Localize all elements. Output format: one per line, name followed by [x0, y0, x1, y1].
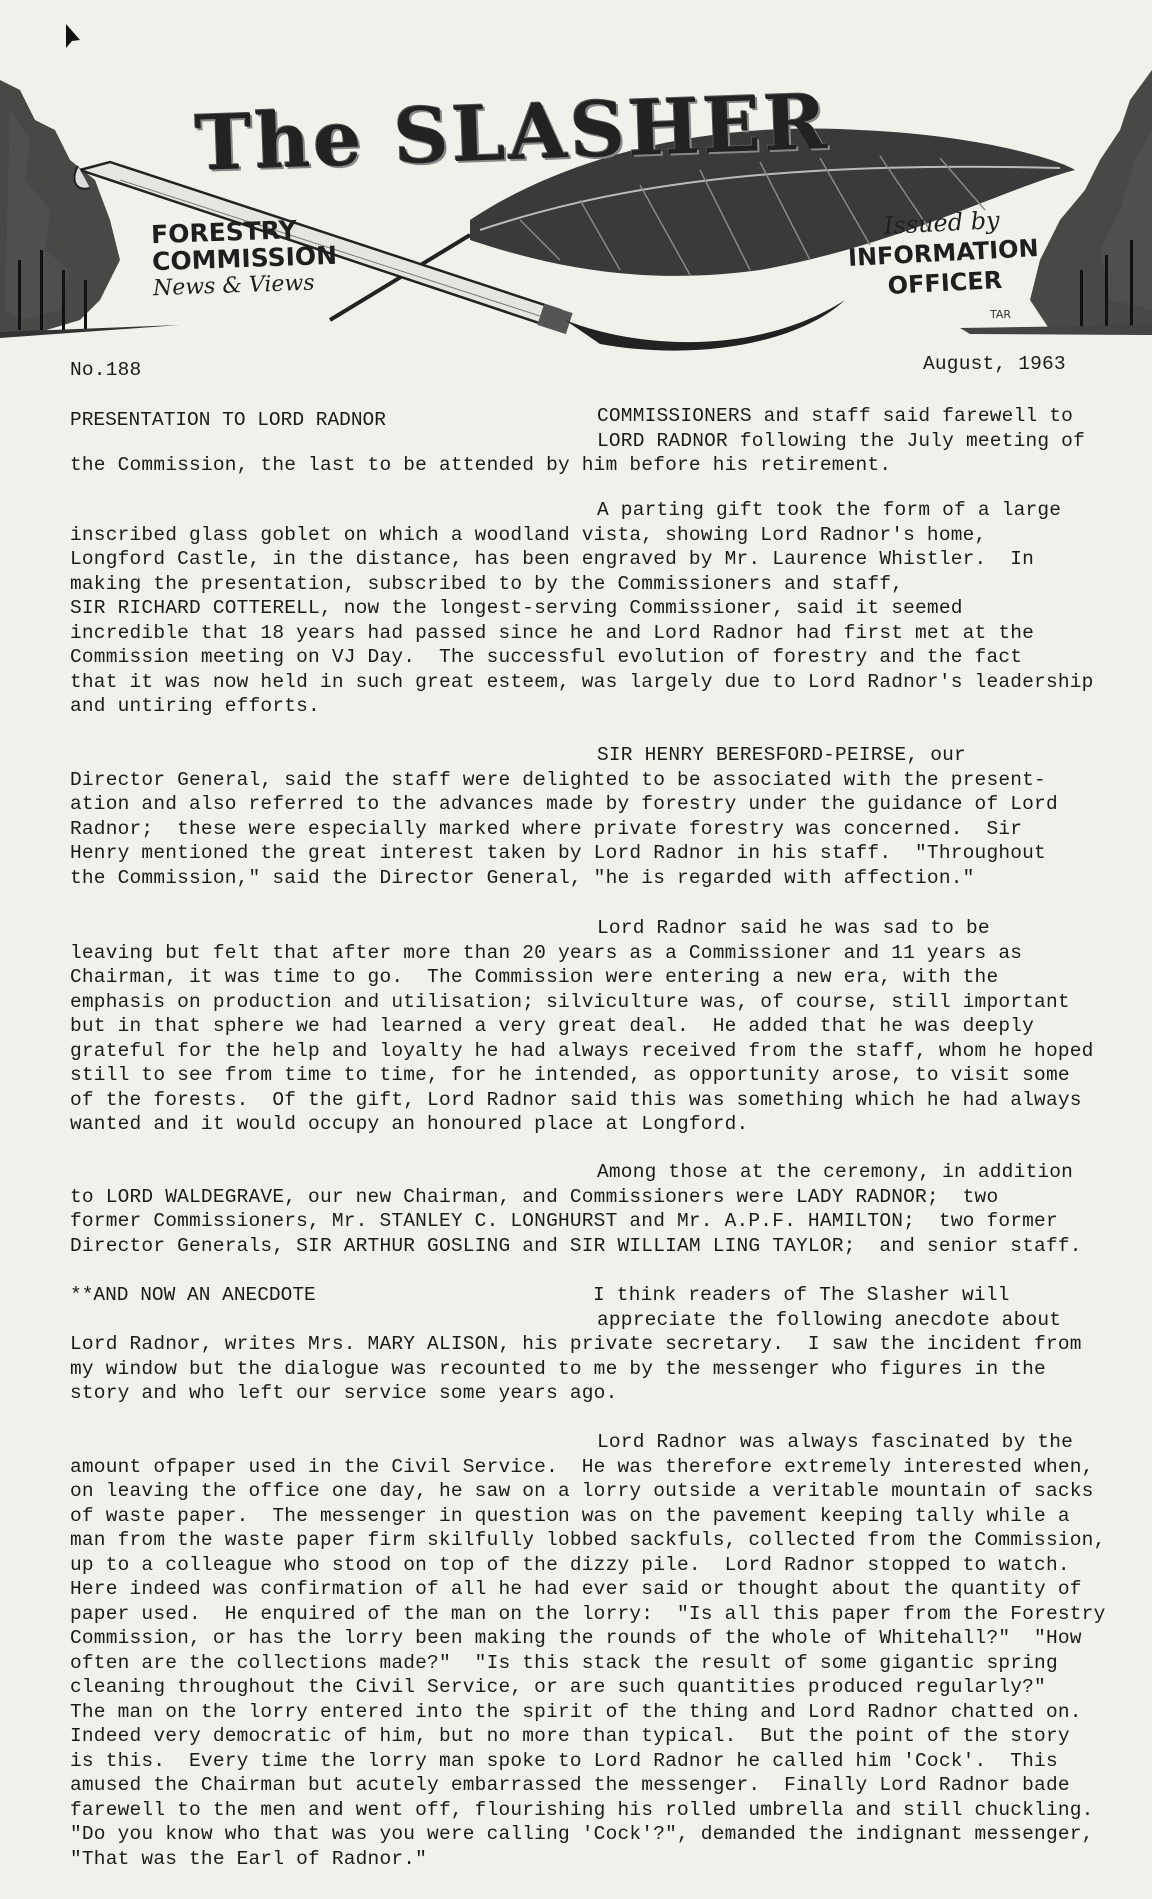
text-line: but in that sphere we had learned a very great deal. He added that he was deeply — [70, 1015, 1035, 1037]
masthead — [0, 70, 1152, 360]
article1-paragraph2 — [70, 498, 1094, 719]
text-line: often are the collections made?" "Is this stack the result of some gigantic spring — [70, 1651, 1058, 1674]
article2-paragraph1 — [70, 1283, 1082, 1406]
text-line: wanted and it would occupy an honoured place at Longford. — [70, 1113, 749, 1135]
text-line: the Commission," said the Director General, "he is regarded with affection." — [70, 866, 975, 889]
masthead-publisher — [151, 215, 339, 302]
text-line: of the forests. Of the gift, Lord Radnor said this was something which he had always — [70, 1088, 1082, 1111]
cursor-icon — [64, 22, 84, 52]
text-line: incredible that 18 years had passed since he and Lord Radnor had first met at the — [70, 621, 1035, 644]
text-line: SIR RICHARD COTTERELL, now the longest-serving Commissioner, said it seemed — [70, 597, 963, 619]
text-line: COMMISSIONERS and staff said farewell to — [597, 405, 1074, 427]
text-line: Indeed very democratic of him, but no more than typical. But the point of the story — [70, 1725, 1070, 1747]
text-line: man from the waste paper firm skilfully lobbed sackfuls, collected from the Commission, — [70, 1529, 1106, 1551]
article2-paragraph2 — [70, 1430, 1105, 1871]
article1-paragraph4 — [70, 916, 1094, 1137]
article1-body — [70, 404, 1085, 478]
text-line: Director Generals, SIR ARTHUR GOSLING and SIR WILLIAM LING TAYLOR; and senior staff. — [70, 1234, 1082, 1257]
text-line: to LORD WALDEGRAVE, our new Chairman, and Commissioners were LADY RADNOR; two — [70, 1185, 999, 1208]
text-line: cleaning throughout the Civil Service, or are such quantities produced regularly?" — [70, 1676, 1046, 1698]
text-line: Commission meeting on VJ Day. The successful evolution of forestry and the fact — [70, 646, 1023, 668]
text-line: amount ofpaper used in the Civil Service. He was therefore extremely interested when, — [70, 1455, 1094, 1478]
text-line: "Do you know who that was you were calling 'Cock'?", demanded the indignant messenger, — [70, 1823, 1094, 1845]
text-line: making the presentation, subscribed to by the Commissioners and staff, — [70, 572, 904, 595]
text-line: emphasis on production and utilisation; silviculture was, of course, still important — [70, 990, 1070, 1013]
text-line: LORD RADNOR following the July meeting of — [597, 429, 1085, 452]
masthead-issuer — [846, 203, 1041, 303]
text-line: still to see from time to time, for he intended, as opportunity arose, to visit some — [70, 1064, 1070, 1086]
text-line: former Commissioners, Mr. STANLEY C. LONGHURST and Mr. A.P.F. HAMILTON; two former — [70, 1210, 1058, 1232]
article2-heading: **AND NOW AN ANECDOTE — [70, 1284, 316, 1306]
publisher-line2: COMMISSION — [151, 240, 338, 277]
publisher-line3: News & Views — [152, 270, 315, 302]
text-line: Henry mentioned the great interest taken by Lord Radnor in his staff. "Throughout — [70, 842, 1046, 864]
text-line: of waste paper. The messenger in question was on the pavement keeping tally while a — [70, 1504, 1070, 1527]
text-line: Lord Radnor, writes Mrs. MARY ALISON, his private secretary. I saw the incident from — [70, 1333, 1082, 1355]
text-line: Longford Castle, in the distance, has been engraved by Mr. Laurence Whistler. In — [70, 548, 1035, 570]
text-line: Lord Radnor was always fascinated by the — [597, 1431, 1074, 1453]
text-line: grateful for the help and loyalty he had always received from the staff, whom he hoped — [70, 1039, 1094, 1062]
text-line: my window but the dialogue was recounted to me by the messenger who figures in the — [70, 1357, 1046, 1380]
text-line: up to a colleague who stood on top of the dizzy pile. Lord Radnor stopped to watch. — [70, 1553, 1070, 1576]
text-line: Commission, or has the lorry been making the rounds of the whole of Whitehall?" "How — [70, 1627, 1082, 1649]
artist-initials: TAR — [990, 308, 1012, 321]
text-line: the Commission, the last to be attended by him before his retirement. — [70, 454, 892, 476]
text-line: paper used. He enquired of the man on the lorry: "Is all this paper from the Forestry — [70, 1602, 1106, 1625]
text-line: Director General, said the staff were delighted to be associated with the present- — [70, 768, 1046, 791]
publisher-line1: FORESTRY — [150, 215, 298, 250]
text-line: leaving but felt that after more than 20 years as a Commissioner and 11 years as — [70, 941, 1023, 964]
text-line: on leaving the office one day, he saw on a lorry outside a veritable mountain of sacks — [70, 1480, 1094, 1502]
text-line: Lord Radnor said he was sad to be — [597, 917, 990, 939]
text-line: is this. Every time the lorry man spoke to Lord Radnor he called him 'Cock'. This — [70, 1749, 1058, 1772]
text-line: farewell to the men and went off, flourishing his rolled umbrella and still chuckling. — [70, 1798, 1094, 1821]
issuer-line2: INFORMATION — [847, 234, 1040, 272]
article1-paragraph5 — [70, 1160, 1082, 1258]
text-line: inscribed glass goblet on which a woodland vista, showing Lord Radnor's home, — [70, 523, 987, 546]
text-line: Here indeed was confirmation of all he had ever said or thought about the quantity of — [70, 1578, 1082, 1600]
text-line: The man on the lorry entered into the spirit of the thing and Lord Radnor chatted on. — [70, 1700, 1082, 1723]
text-line: amused the Chairman but acutely embarrassed the messenger. Finally Lord Radnor bade — [70, 1774, 1070, 1796]
issue-date: August, 1963 — [923, 353, 1066, 375]
text-line: A parting gift took the form of a large — [597, 499, 1062, 521]
text-line: appreciate the following anecdote about — [597, 1308, 1062, 1331]
text-line: ation and also referred to the advances made by forestry under the guidance of Lord — [70, 793, 1058, 815]
text-line: and untiring efforts. — [70, 695, 320, 717]
text-line: I think readers of The Slasher will — [593, 1284, 1010, 1306]
issuer-line3: OFFICER — [886, 265, 1003, 300]
article1-heading: PRESENTATION TO LORD RADNOR — [70, 409, 386, 431]
issue-number: No.188 — [70, 359, 142, 381]
text-line: Radnor; these were especially marked where private forestry was concerned. Sir — [70, 817, 1023, 840]
text-line: Chairman, it was time to go. The Commission were entering a new era, with the — [70, 966, 999, 988]
text-line: story and who left our service some years ago. — [70, 1382, 618, 1404]
issuer-line1: Issued by — [883, 206, 1001, 241]
masthead-title: The SLASHER — [193, 76, 832, 189]
text-line: that it was now held in such great esteem, was largely due to Lord Radnor's leadership — [70, 670, 1094, 693]
article1-paragraph3 — [70, 743, 1058, 890]
text-line: SIR HENRY BERESFORD-PEIRSE, our — [597, 744, 966, 766]
text-line: "That was the Earl of Radnor." — [70, 1847, 428, 1870]
text-line: Among those at the ceremony, in addition — [597, 1161, 1074, 1183]
